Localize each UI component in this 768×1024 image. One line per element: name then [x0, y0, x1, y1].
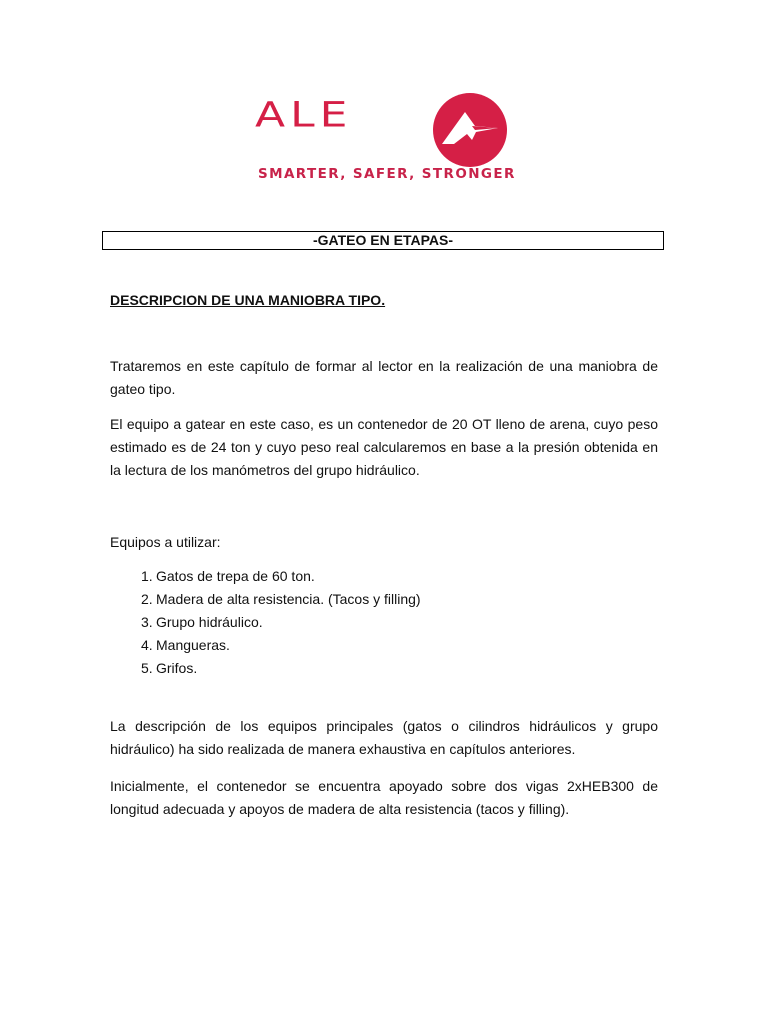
- equipment-list: [110, 565, 421, 680]
- section-title: -GATEO EN ETAPAS-: [102, 231, 664, 250]
- list-item: [110, 611, 421, 634]
- list-item: [110, 657, 421, 680]
- list-item-number: 4.: [141, 637, 153, 653]
- list-item-text: Grifos.: [156, 660, 198, 676]
- list-item: [110, 588, 421, 611]
- list-item-number: 5.: [141, 660, 153, 676]
- logo-emblem-icon: [432, 92, 508, 168]
- list-item-text: Gatos de trepa de 60 ton.: [156, 568, 315, 584]
- list-item-text: Mangueras.: [156, 637, 230, 653]
- list-item-text: Madera de alta resistencia. (Tacos y filling): [156, 591, 421, 607]
- list-item-number: 3.: [141, 614, 153, 630]
- equipment-list-label: Equipos a utilizar:: [110, 534, 221, 550]
- paragraph-equipment-description: El equipo a gatear en este caso, es un contenedor de 20 OT lleno de arena, cuyo peso estimado es de 24 ton y cuyo peso real calcularemos en base a la presión obtenida en la lectura de los manómetros del grupo hidráulico.: [110, 416, 658, 478]
- list-item: [110, 565, 421, 588]
- paragraph-initial-position: Inicialmente, el contenedor se encuentra apoyado sobre dos vigas 2xHEB300 de longitud adecuada y apoyos de madera de alta resistencia (tacos y filling).: [110, 778, 658, 817]
- list-item-text: Grupo hidráulico.: [156, 614, 263, 630]
- logo-tagline: SMARTER, SAFER, STRONGER: [258, 166, 516, 182]
- list-item: [110, 634, 421, 657]
- list-item-number: 1.: [141, 568, 153, 584]
- company-logo: [255, 92, 515, 187]
- paragraph-main-equipment: La descripción de los equipos principales (gatos o cilindros hidráulicos y grupo hidráulico) ha sido realizada de manera exhaustiva en capítulos anteriores.: [110, 718, 658, 757]
- paragraph-intro: Trataremos en este capítulo de formar al lector en la realización de una maniobra de gateo tipo.: [110, 358, 658, 397]
- logo-wordmark: ALE: [255, 95, 353, 135]
- list-item-number: 2.: [141, 591, 153, 607]
- section-heading: DESCRIPCION DE UNA MANIOBRA TIPO.: [110, 292, 386, 308]
